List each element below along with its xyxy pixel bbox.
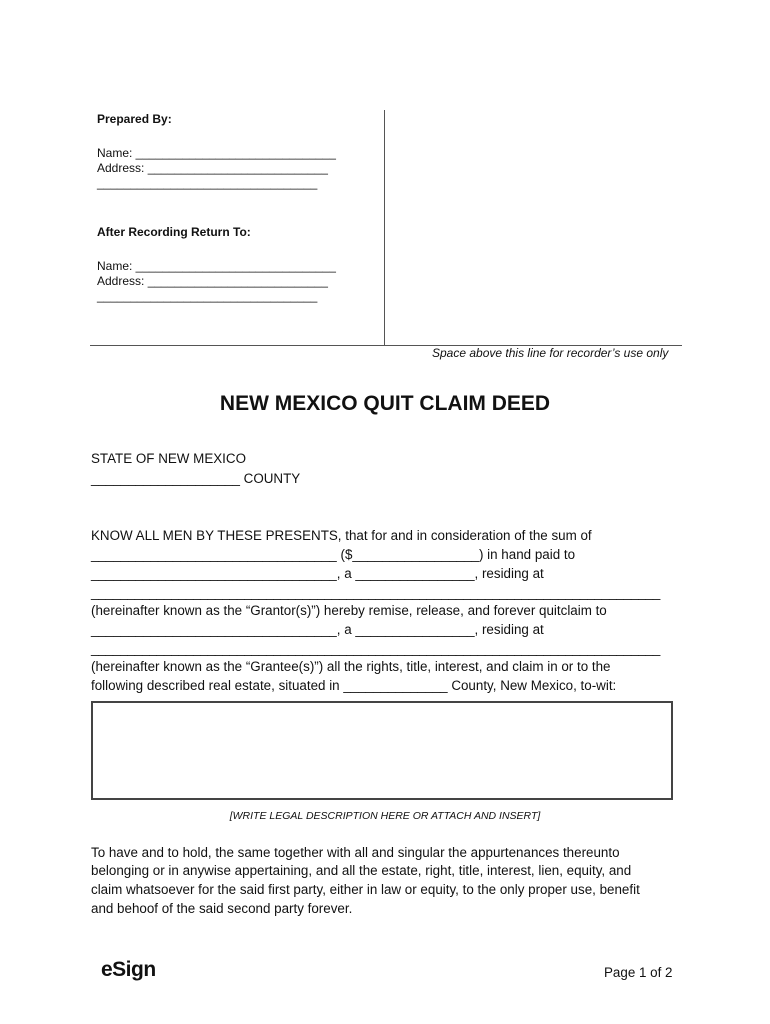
- body-line: (hereinafter known as the “Grantor(s)”) hereby remise, release, and forever quitclaim to: [91, 603, 607, 618]
- body-line: ______________________________________________________________________________: [91, 585, 661, 600]
- body-line: KNOW ALL MEN BY THESE PRESENTS, that for and in consideration of the sum of: [91, 528, 592, 543]
- return-to-extra-line: _________________________________: [97, 289, 318, 303]
- body-line: _________________________________, a ________________, residing at: [91, 622, 544, 637]
- page-number: Page 1 of 2: [604, 965, 673, 980]
- habendum-line: belonging or in anywise appertaining, and all the estate, right, title, interest, lien, equity, and: [91, 863, 632, 878]
- return-to-name-line: Name: ______________________________: [97, 259, 336, 273]
- body-line: _________________________________, a ________________, residing at: [91, 566, 544, 581]
- recorder-divider-vertical: [384, 110, 385, 346]
- body-line: ______________________________________________________________________________: [91, 641, 661, 656]
- habendum-line: claim whatsoever for the said first party, either in law or equity, to the only proper use, benefit: [91, 882, 640, 897]
- state-line: STATE OF NEW MEXICO: [91, 451, 246, 466]
- legal-description-box[interactable]: [91, 701, 673, 800]
- prepared-by-extra-line: _________________________________: [97, 176, 318, 190]
- legal-description-caption: [WRITE LEGAL DESCRIPTION HERE OR ATTACH AND INSERT]: [229, 810, 541, 822]
- esign-logo: eSign: [101, 958, 156, 981]
- body-line: _________________________________ ($_________________) in hand paid to: [91, 547, 576, 562]
- body-line: following described real estate, situated in ______________ County, New Mexico, to-wit:: [91, 678, 617, 693]
- habendum-line: and behoof of the said second party forever.: [91, 901, 353, 916]
- prepared-by-name-line: Name: ______________________________: [97, 146, 336, 160]
- habendum-line: To have and to hold, the same together with all and singular the appurtenances thereunto: [91, 845, 620, 860]
- recorder-note: Space above this line for recorder’s use only: [432, 346, 669, 360]
- prepared-by-address-line: Address: ___________________________: [97, 161, 328, 175]
- return-to-heading: After Recording Return To:: [97, 225, 251, 239]
- county-line: ____________________ COUNTY: [91, 471, 301, 486]
- document-title: NEW MEXICO QUIT CLAIM DEED: [219, 392, 551, 415]
- return-to-address-line: Address: ___________________________: [97, 274, 328, 288]
- body-line: (hereinafter known as the “Grantee(s)”) all the rights, title, interest, and claim in or to the: [91, 659, 611, 674]
- prepared-by-heading: Prepared By:: [97, 112, 172, 126]
